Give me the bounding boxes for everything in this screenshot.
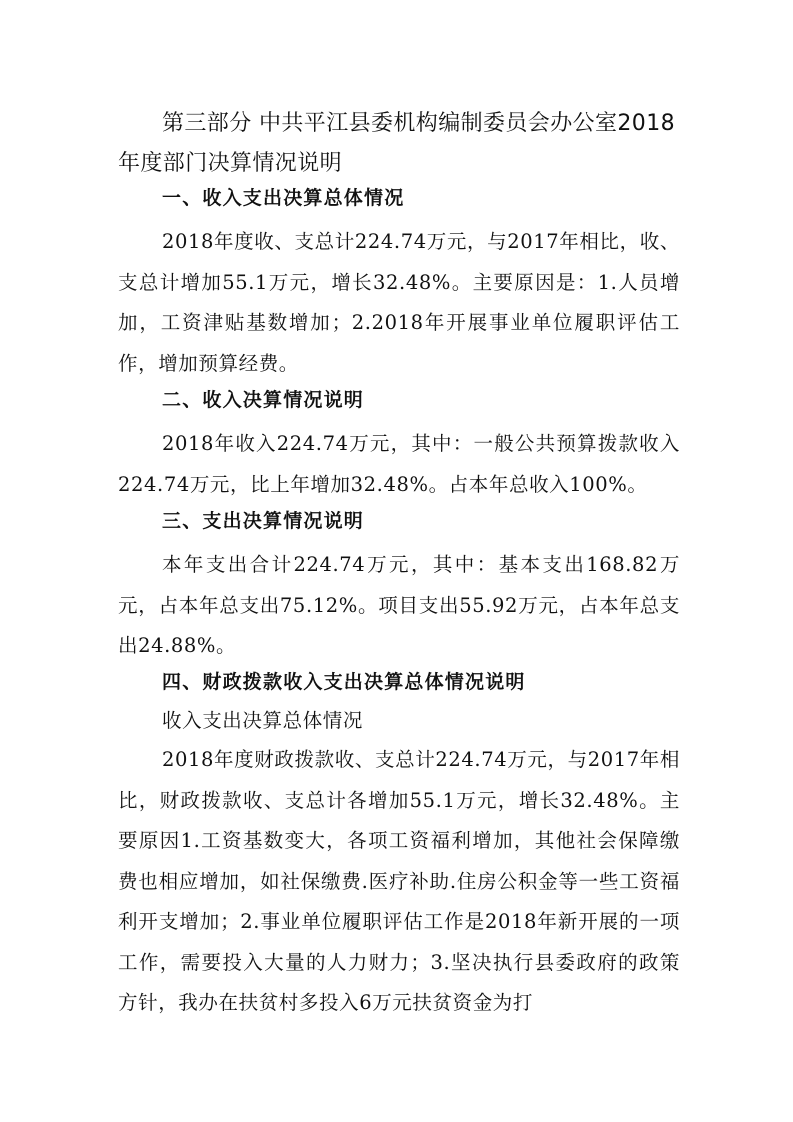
section-paragraph-2: 2018年收入224.74万元，其中：一般公共预算拨款收入224.74万元，比上年增加32.48%。占本年总收入100%。	[118, 432, 680, 496]
section-paragraph-4: 2018年度财政拨款收、支总计224.74万元，与2017年相比，财政拨款收、支总计各增加55.1万元，增长32.48%。主要原因1.工资基数变大，各项工资福利增加，其他社会保障缴费也相应增加，如社保缴费.医疗补助.住房公积金等一些工资福利开支增加；2.事业单位履职评估工作是2018年新开展的一项工作，需要投入大量的人力财力；3.坚决执行县委政府的政策方针，我办在扶贫村多投入6万元扶贫资金为打	[118, 748, 680, 1014]
section-heading-4: 四、财政拨款收入支出决算总体情况说明	[162, 671, 526, 693]
section-paragraph-1: 2018年度收、支总计224.74万元，与2017年相比，收、支总计增加55.1万元，增长32.48%。主要原因是：1.人员增加，工资津贴基数增加；2.2018年开展事业单位履职评估工作，增加预算经费。	[118, 230, 680, 375]
section-heading-1: 一、收入支出决算总体情况	[162, 187, 405, 209]
section-subheading-4: 收入支出决算总体情况	[162, 709, 364, 732]
document-title: 第三部分 中共平江县委机构编制委员会办公室2018年度部门决算情况说明	[118, 111, 675, 176]
section-heading-2: 二、收入决算情况说明	[162, 389, 365, 411]
section-paragraph-3: 本年支出合计224.74万元，其中：基本支出168.82万元，占本年总支出75.12%。项目支出55.92万元，占本年总支出24.88%。	[118, 553, 680, 657]
section-heading-3: 三、支出决算情况说明	[162, 510, 365, 532]
